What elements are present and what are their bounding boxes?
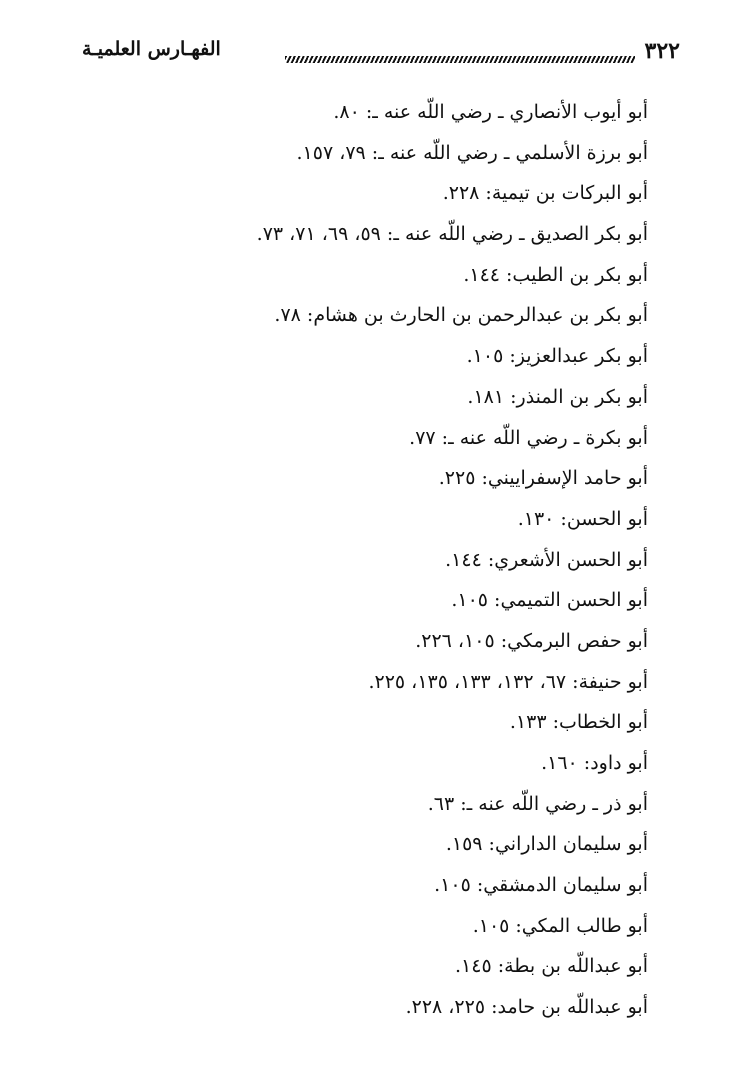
index-entry: أبو بكر بن الطيب: ١٤٤. (463, 263, 648, 286)
page-header (40, 34, 680, 74)
index-entry: أبو سليمان الداراني: ١٥٩. (445, 833, 648, 856)
index-entry: أبو الخطاب: ١٣٣. (509, 711, 648, 734)
index-entry: أبو الحسن التميمي: ١٠٥. (451, 589, 648, 612)
index-entry: أبو أيوب الأنصاري ـ رضي اللّه عنه ـ: ٨٠. (333, 101, 648, 123)
index-entry: أبو حامد الإسفراييني: ٢٢٥. (438, 467, 648, 490)
index-entry: أبو بكر الصديق ـ رضي اللّه عنه ـ: ٥٩، ٦٩، ٧١، ٧٣. (256, 223, 648, 246)
index-entry: أبو سليمان الدمشقي: ١٠٥. (434, 874, 648, 897)
index-entry: أبو حفص البرمكي: ١٠٥، ٢٢٦. (415, 629, 648, 652)
index-entry: أبو طالب المكي: ١٠٥. (472, 914, 648, 937)
page-number: ٣٢٢ (644, 38, 680, 64)
index-entry: أبو داود: ١٦٠. (541, 752, 648, 774)
index-entry: أبو عبداللّه بن بطة: ١٤٥. (454, 955, 648, 978)
index-entry: أبو بكر بن المنذر: ١٨١. (467, 385, 648, 408)
index-entry: أبو بكر عبدالعزيز: ١٠٥. (466, 345, 648, 368)
index-entry: أبو حنيفة: ٦٧، ١٣٢، ١٣٣، ١٣٥، ٢٢٥. (368, 670, 648, 693)
index-entries-list (88, 92, 648, 1028)
running-title: الفهـارس العلميـة (82, 38, 221, 60)
header-divider (285, 56, 635, 63)
index-entry: أبو البركات بن تيمية: ٢٢٨. (442, 182, 648, 205)
index-entry: أبو بكرة ـ رضي اللّه عنه ـ: ٧٧. (409, 426, 648, 449)
index-entry: أبو الحسن: ١٣٠. (517, 507, 648, 530)
index-entry: أبو بكر بن عبدالرحمن بن الحارث بن هشام: ٧٨. (274, 304, 648, 327)
index-entry: أبو عبداللّه بن حامد: ٢٢٥، ٢٢٨. (405, 996, 648, 1019)
index-entry: أبو الحسن الأشعري: ١٤٤. (445, 548, 648, 571)
index-entry: أبو برزة الأسلمي ـ رضي اللّه عنه ـ: ٧٩، ١٥٧. (296, 141, 648, 164)
index-entry: أبو ذر ـ رضي اللّه عنه ـ: ٦٣. (427, 792, 648, 815)
